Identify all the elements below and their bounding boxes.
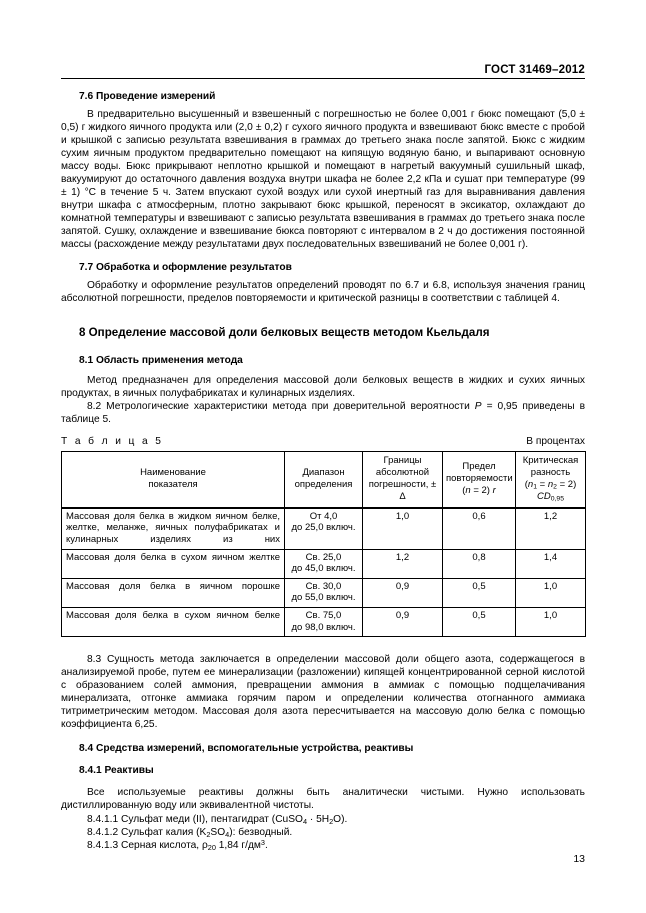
table-row	[62, 607, 586, 636]
column-header-range-line2: определения	[294, 478, 353, 490]
paragraph-8-1: Метод предназначен для определения массовой доли белковых веществ в жидких и сухих яичных продуктах, в яичных полуфабрикатах и кулинарных изделиях.	[61, 374, 585, 399]
heading-8-1: 8.1 Область применения метода	[79, 354, 243, 366]
cell-repeatability: 0,5	[443, 607, 516, 636]
column-header-name-line2: показателя	[148, 478, 198, 490]
heading-7-7: 7.7 Обработка и оформление результатов	[79, 261, 292, 273]
cell-limits: 0,9	[363, 607, 443, 636]
cell-critical: 1,0	[516, 578, 586, 607]
document-body	[61, 90, 585, 852]
column-header-range-line1: Диапазон	[302, 466, 345, 478]
paragraph-7-6: В предварительно высушенный и взвешенный с погрешностью не более 0,001 г бюкс помещают (5,0 ± 0,5) г жидкого яичного продукта или (2,0 ± 0,2) г сухого яичного продукта и взвешивают бюкс вместе с пробой и крышкой с записью результата взвешивания в граммах до третьего знака после запятой. Бюкс с жидким сухим яичным продуктом предварительно помещают на кипящую водяную баню, и выпаривают основную массу воды. Бюкс прикрывают неплотно крышкой и помещают в нагретый вакуумный сушильный шкаф, вакуумируют до остаточного давления воздуха внутри шкафа не более 2,2 кПа и сушат при температуре (99 ± 1) °С в течение 5 ч. Затем впускают сухой воздух или сухой инертный газ для выравнивания давления внутри шкафа с атмосферным, плотно закрывают бюкс крышкой, переносят в эксикатор, охлаждают до комнатной температуры и взвешивают с записью результата взвешивания в граммах до третьего знака после запятой. Сушку, охлаждение и взвешивание бюкса повторяют с интервалом в 2 ч до достижения постоянной массы (расхождение между результатами двух последовательных взвешиваний не более 0,001 г).	[61, 109, 585, 251]
paragraph-8-2-text-b: = 0,95 приведены в таблице 5.	[61, 400, 585, 425]
paragraph-8-2-text-a: 8.2 Метрологические характеристики метода при доверительной вероятности	[87, 400, 475, 412]
cell-critical: 1,4	[516, 549, 586, 578]
heading-7-6: 7.6 Проведение измерений	[79, 91, 216, 102]
cell-repeatability: 0,5	[443, 578, 516, 607]
reagent-item-8-4-1-2: 8.4.1.2 Сульфат калия $(K_2SO_4)$: безводный.	[87, 826, 293, 839]
header-rule	[61, 78, 585, 79]
cell-critical: 1,0	[516, 607, 586, 636]
column-header-name	[62, 451, 285, 508]
table-label: Т а б л и ц а 5	[61, 435, 164, 447]
cell-limits: 0,9	[363, 578, 443, 607]
table-units: В процентах	[526, 435, 585, 447]
paragraph-8-2	[61, 400, 585, 426]
column-header-repeatability-line1: Предел повторяемости	[446, 460, 513, 484]
reagent-number: 8.4.1.2	[87, 826, 119, 838]
cell-range: Св. 30,0 до 55,0 включ.	[285, 578, 363, 607]
cell-repeatability: 0,8	[443, 549, 516, 578]
table-row	[62, 549, 586, 578]
column-header-limits-line1: Границы абсолютной	[375, 454, 430, 478]
cell-range: Св. 25,0 до 45,0 включ.	[285, 549, 363, 578]
symbol-probability: P	[474, 400, 482, 412]
column-header-limits	[363, 451, 443, 508]
cell-indicator-name: Массовая доля белка в сухом яичном белке	[62, 607, 285, 636]
page-number: 13	[573, 853, 585, 865]
column-header-critical-formula: $(n_1 = n_2 = 2)$ $CD_{0,95}$	[524, 478, 577, 503]
column-header-limits-line2: погрешности, ± Δ	[368, 478, 437, 502]
table-row	[62, 578, 586, 607]
cell-critical: 1,2	[516, 508, 586, 549]
column-header-critical	[516, 451, 586, 508]
cell-indicator-name: Массовая доля белка в яичном порошке	[62, 578, 285, 607]
paragraph-7-7: Обработку и оформление результатов определений проводят по 6.7 и 6.8, используя значения границ абсолютной погрешности, пределов повторяемости и критической разницы в соответствии с таблицей 4.	[61, 279, 585, 304]
column-header-range	[285, 451, 363, 508]
reagent-number: 8.4.1.1	[87, 813, 119, 825]
heading-8-4: 8.4 Средства измерений, вспомогательные устройства, реактивы	[79, 743, 414, 755]
reagent-number: 8.4.1.3	[87, 839, 119, 851]
column-header-critical-line1: Критическая разность	[522, 454, 579, 478]
cell-indicator-name: Массовая доля белка в сухом яичном желтке	[62, 549, 285, 578]
heading-8: 8 Определение массовой доли белковых веществ методом Кьельдаля	[79, 325, 490, 339]
table-row	[62, 508, 586, 549]
metrology-table	[61, 451, 586, 637]
running-header	[61, 60, 585, 78]
cell-limits: 1,2	[363, 549, 443, 578]
column-header-repeatability	[443, 451, 516, 508]
reagent-item-8-4-1-1: 8.4.1.1 Сульфат меди (II), пентагидрат (CuSO$_4$ · $5H_2O$).	[87, 813, 348, 826]
heading-8-4-1: 8.4.1 Реактивы	[79, 765, 154, 777]
standard-number: ГОСТ 31469–2012	[484, 64, 585, 76]
paragraph-8-3: 8.3 Сущность метода заключается в определении массовой доли общего азота, содержащегося в анализируемой пробе, путем ее минерализации (разложении) кипящей концентрированной серной кислотой с образованием солей аммония, превращении аммония в аммиак с помощью подщелачивания минерализата, отгонке аммиака горячим паром и определении количества отогнанного аммиака титриметрическим методом. Массовая доля азота пересчитывается на массовую долю белка с помощью коэффициента 6,25.	[61, 654, 585, 731]
table-caption-row	[61, 435, 585, 448]
reagent-item-8-4-1-3: 8.4.1.3 Серная кислота, $\rho_{20}$ 1,84 $г/дм^3$.	[87, 837, 268, 852]
column-header-repeatability-formula: (n = 2) r	[462, 484, 496, 496]
cell-range: Св. 75,0 до 98,0 включ.	[285, 607, 363, 636]
column-header-name-line1: Наименование	[140, 466, 206, 478]
cell-range: От 4,0 до 25,0 включ.	[285, 508, 363, 549]
cell-repeatability: 0,6	[443, 508, 516, 549]
table-header-row	[62, 451, 586, 508]
cell-indicator-name: Массовая доля белка в жидком яичном белке, желтке, меланже, яичных полуфабрикатах и кулинарных изделиях из них	[62, 508, 285, 549]
paragraph-8-4-1: Все используемые реактивы должны быть аналитически чистыми. Нужно использовать дистиллированную воду или эквивалентной чистоты.	[61, 787, 585, 812]
cell-limits: 1,0	[363, 508, 443, 549]
